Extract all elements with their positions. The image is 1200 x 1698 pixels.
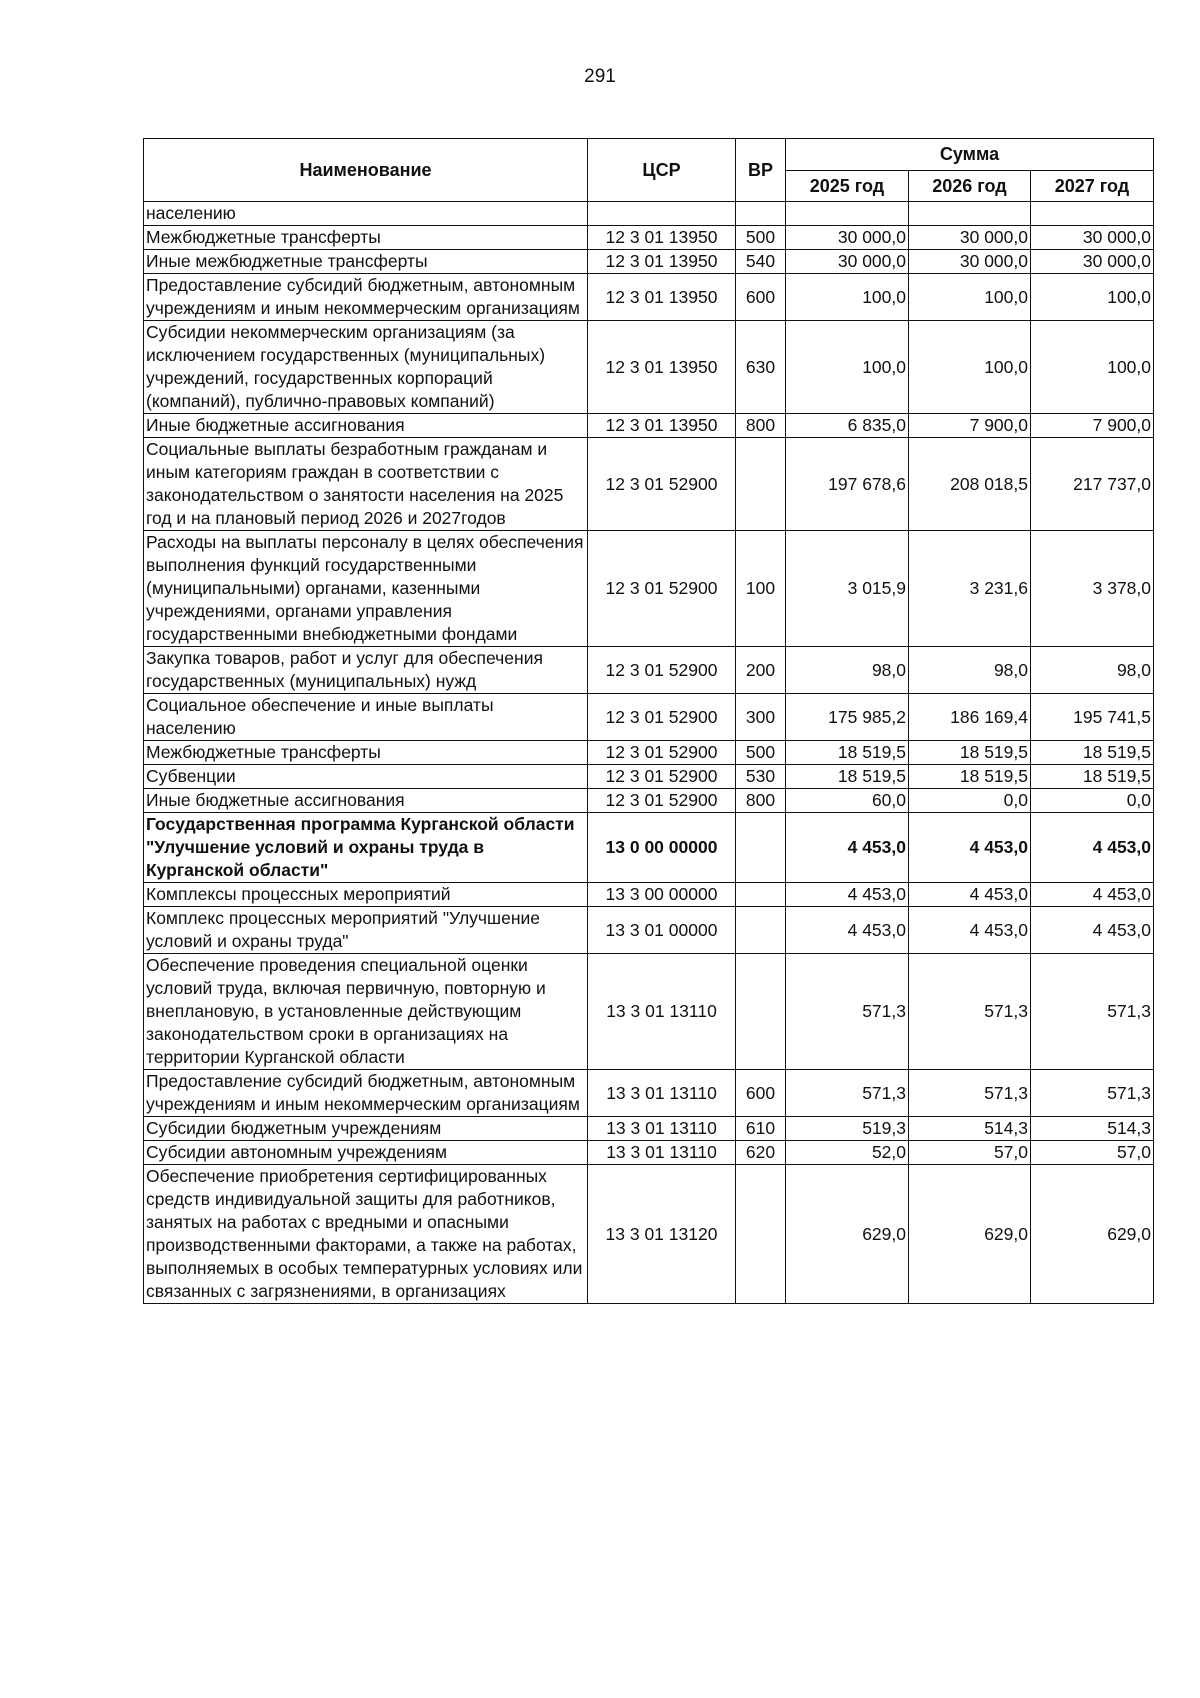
cell-name: Социальные выплаты безработным гражданам и иным категориям граждан в соответствии с законодательством о занятости населения на 2025 год и на плановый период 2026 и 2027годов [144, 438, 588, 531]
cell-name: Иные бюджетные ассигнования [144, 789, 588, 813]
cell-2027: 98,0 [1031, 647, 1154, 694]
cell-name: Комплексы процессных мероприятий [144, 883, 588, 907]
cell-csr: 12 3 01 52900 [588, 647, 736, 694]
cell-vr [736, 813, 786, 883]
table-body [144, 202, 1154, 1304]
table-row [144, 907, 1154, 954]
cell-vr: 800 [736, 414, 786, 438]
cell-name: Комплекс процессных мероприятий "Улучшение условий и охраны труда" [144, 907, 588, 954]
cell-name: населению [144, 202, 588, 226]
table-row [144, 954, 1154, 1070]
cell-2027: 4 453,0 [1031, 907, 1154, 954]
cell-vr: 300 [736, 694, 786, 741]
cell-2027: 57,0 [1031, 1141, 1154, 1165]
cell-2025: 100,0 [786, 321, 909, 414]
cell-2027: 18 519,5 [1031, 765, 1154, 789]
cell-name: Межбюджетные трансферты [144, 741, 588, 765]
cell-name: Субсидии автономным учреждениям [144, 1141, 588, 1165]
cell-2027: 4 453,0 [1031, 883, 1154, 907]
cell-csr: 13 3 01 13110 [588, 1141, 736, 1165]
cell-2026: 4 453,0 [909, 907, 1031, 954]
cell-vr: 600 [736, 1070, 786, 1117]
cell-vr [736, 438, 786, 531]
cell-csr: 12 3 01 52900 [588, 694, 736, 741]
header-csr: ЦСР [588, 139, 736, 202]
cell-csr: 12 3 01 52900 [588, 789, 736, 813]
table-row [144, 813, 1154, 883]
cell-name: Обеспечение приобретения сертифицированных средств индивидуальной защиты для работников, занятых на работах с вредными и опасными производственными факторами, а также на работах, выполняемых в особых температурных условиях или связанных с загрязнениями, в организациях [144, 1165, 588, 1304]
cell-2026: 3 231,6 [909, 531, 1031, 647]
cell-name: Субсидии некоммерческим организациям (за исключением государственных (муниципальных) учреждений, государственных корпораций (компаний), публично-правовых компаний) [144, 321, 588, 414]
cell-2025: 52,0 [786, 1141, 909, 1165]
cell-name: Предоставление субсидий бюджетным, автономным учреждениям и иным некоммерческим организациям [144, 274, 588, 321]
cell-2027: 195 741,5 [1031, 694, 1154, 741]
cell-name: Государственная программа Курганской области "Улучшение условий и охраны труда в Курганской области" [144, 813, 588, 883]
header-vr: ВР [736, 139, 786, 202]
cell-vr [736, 883, 786, 907]
cell-2027: 571,3 [1031, 1070, 1154, 1117]
cell-2026: 208 018,5 [909, 438, 1031, 531]
table-row [144, 741, 1154, 765]
cell-2025: 519,3 [786, 1117, 909, 1141]
header-sum: Сумма [786, 139, 1154, 171]
cell-2025: 571,3 [786, 954, 909, 1070]
cell-2025: 3 015,9 [786, 531, 909, 647]
cell-2026: 0,0 [909, 789, 1031, 813]
header-name: Наименование [144, 139, 588, 202]
cell-name: Иные межбюджетные трансферты [144, 250, 588, 274]
cell-2026: 100,0 [909, 274, 1031, 321]
cell-csr: 13 0 00 00000 [588, 813, 736, 883]
table-row [144, 202, 1154, 226]
cell-2025: 4 453,0 [786, 907, 909, 954]
cell-2025 [786, 202, 909, 226]
cell-2027: 30 000,0 [1031, 226, 1154, 250]
cell-2025: 4 453,0 [786, 813, 909, 883]
cell-vr: 530 [736, 765, 786, 789]
cell-csr: 13 3 01 13120 [588, 1165, 736, 1304]
cell-vr [736, 954, 786, 1070]
cell-2026: 18 519,5 [909, 741, 1031, 765]
cell-2025: 629,0 [786, 1165, 909, 1304]
cell-vr: 500 [736, 741, 786, 765]
cell-name: Субвенции [144, 765, 588, 789]
cell-vr: 630 [736, 321, 786, 414]
cell-vr: 200 [736, 647, 786, 694]
cell-2027: 571,3 [1031, 954, 1154, 1070]
table-row [144, 531, 1154, 647]
cell-name: Межбюджетные трансферты [144, 226, 588, 250]
cell-2027: 629,0 [1031, 1165, 1154, 1304]
cell-2026: 30 000,0 [909, 250, 1031, 274]
cell-2027: 100,0 [1031, 321, 1154, 414]
header-year-2027: 2027 год [1031, 171, 1154, 202]
cell-2025: 4 453,0 [786, 883, 909, 907]
table-row [144, 1141, 1154, 1165]
cell-csr: 12 3 01 13950 [588, 321, 736, 414]
cell-2025: 175 985,2 [786, 694, 909, 741]
cell-2026: 629,0 [909, 1165, 1031, 1304]
cell-2027: 514,3 [1031, 1117, 1154, 1141]
table-row [144, 274, 1154, 321]
budget-table [143, 138, 1154, 1304]
cell-2026: 571,3 [909, 1070, 1031, 1117]
table-row [144, 438, 1154, 531]
cell-2025: 100,0 [786, 274, 909, 321]
cell-2027: 0,0 [1031, 789, 1154, 813]
cell-name: Субсидии бюджетным учреждениям [144, 1117, 588, 1141]
cell-name: Иные бюджетные ассигнования [144, 414, 588, 438]
cell-vr: 800 [736, 789, 786, 813]
table-row [144, 694, 1154, 741]
cell-2026: 100,0 [909, 321, 1031, 414]
table-row [144, 1165, 1154, 1304]
cell-2027: 217 737,0 [1031, 438, 1154, 531]
cell-2025: 197 678,6 [786, 438, 909, 531]
cell-2026: 98,0 [909, 647, 1031, 694]
header-year-2026: 2026 год [909, 171, 1031, 202]
cell-2026: 4 453,0 [909, 883, 1031, 907]
cell-csr: 13 3 01 13110 [588, 1117, 736, 1141]
cell-vr: 540 [736, 250, 786, 274]
cell-csr: 13 3 00 00000 [588, 883, 736, 907]
cell-2027: 7 900,0 [1031, 414, 1154, 438]
cell-csr: 13 3 01 13110 [588, 954, 736, 1070]
cell-2025: 30 000,0 [786, 250, 909, 274]
table-row [144, 883, 1154, 907]
cell-csr: 13 3 01 00000 [588, 907, 736, 954]
cell-name: Предоставление субсидий бюджетным, автономным учреждениям и иным некоммерческим организациям [144, 1070, 588, 1117]
cell-csr: 12 3 01 52900 [588, 438, 736, 531]
cell-2026: 7 900,0 [909, 414, 1031, 438]
cell-2027: 100,0 [1031, 274, 1154, 321]
table-header [144, 139, 1154, 202]
cell-name: Закупка товаров, работ и услуг для обеспечения государственных (муниципальных) нужд [144, 647, 588, 694]
table-row [144, 226, 1154, 250]
cell-name: Обеспечение проведения специальной оценки условий труда, включая первичную, повторную и внеплановую, в установленные действующим законодательством сроки в организациях на территории Курганской области [144, 954, 588, 1070]
table-row [144, 1117, 1154, 1141]
cell-vr [736, 202, 786, 226]
cell-2025: 18 519,5 [786, 741, 909, 765]
cell-2026: 57,0 [909, 1141, 1031, 1165]
cell-csr: 12 3 01 13950 [588, 414, 736, 438]
cell-csr: 12 3 01 13950 [588, 226, 736, 250]
cell-vr: 100 [736, 531, 786, 647]
cell-csr: 13 3 01 13110 [588, 1070, 736, 1117]
cell-vr [736, 907, 786, 954]
cell-2027: 3 378,0 [1031, 531, 1154, 647]
cell-2025: 98,0 [786, 647, 909, 694]
cell-2025: 571,3 [786, 1070, 909, 1117]
cell-csr: 12 3 01 52900 [588, 531, 736, 647]
cell-2025: 18 519,5 [786, 765, 909, 789]
cell-2025: 30 000,0 [786, 226, 909, 250]
cell-2027: 30 000,0 [1031, 250, 1154, 274]
cell-vr: 600 [736, 274, 786, 321]
cell-csr [588, 202, 736, 226]
cell-csr: 12 3 01 52900 [588, 765, 736, 789]
cell-vr: 610 [736, 1117, 786, 1141]
cell-2026: 514,3 [909, 1117, 1031, 1141]
header-year-2025: 2025 год [786, 171, 909, 202]
cell-csr: 12 3 01 13950 [588, 274, 736, 321]
cell-vr: 620 [736, 1141, 786, 1165]
cell-2026: 571,3 [909, 954, 1031, 1070]
cell-2025: 60,0 [786, 789, 909, 813]
cell-2026: 186 169,4 [909, 694, 1031, 741]
cell-csr: 12 3 01 13950 [588, 250, 736, 274]
table-row [144, 321, 1154, 414]
table-row [144, 647, 1154, 694]
table-row [144, 789, 1154, 813]
page-number: 291 [584, 66, 616, 87]
cell-vr: 500 [736, 226, 786, 250]
cell-2027: 18 519,5 [1031, 741, 1154, 765]
cell-2026 [909, 202, 1031, 226]
cell-2026: 18 519,5 [909, 765, 1031, 789]
cell-name: Социальное обеспечение и иные выплаты населению [144, 694, 588, 741]
cell-2025: 6 835,0 [786, 414, 909, 438]
cell-2026: 30 000,0 [909, 226, 1031, 250]
table-row [144, 414, 1154, 438]
table-row [144, 765, 1154, 789]
table-row [144, 1070, 1154, 1117]
cell-2027: 4 453,0 [1031, 813, 1154, 883]
cell-name: Расходы на выплаты персоналу в целях обеспечения выполнения функций государственными (муниципальными) органами, казенными учреждениями, органами управления государственными внебюджетными фондами [144, 531, 588, 647]
cell-2026: 4 453,0 [909, 813, 1031, 883]
cell-2027 [1031, 202, 1154, 226]
table-row [144, 250, 1154, 274]
cell-vr [736, 1165, 786, 1304]
cell-csr: 12 3 01 52900 [588, 741, 736, 765]
